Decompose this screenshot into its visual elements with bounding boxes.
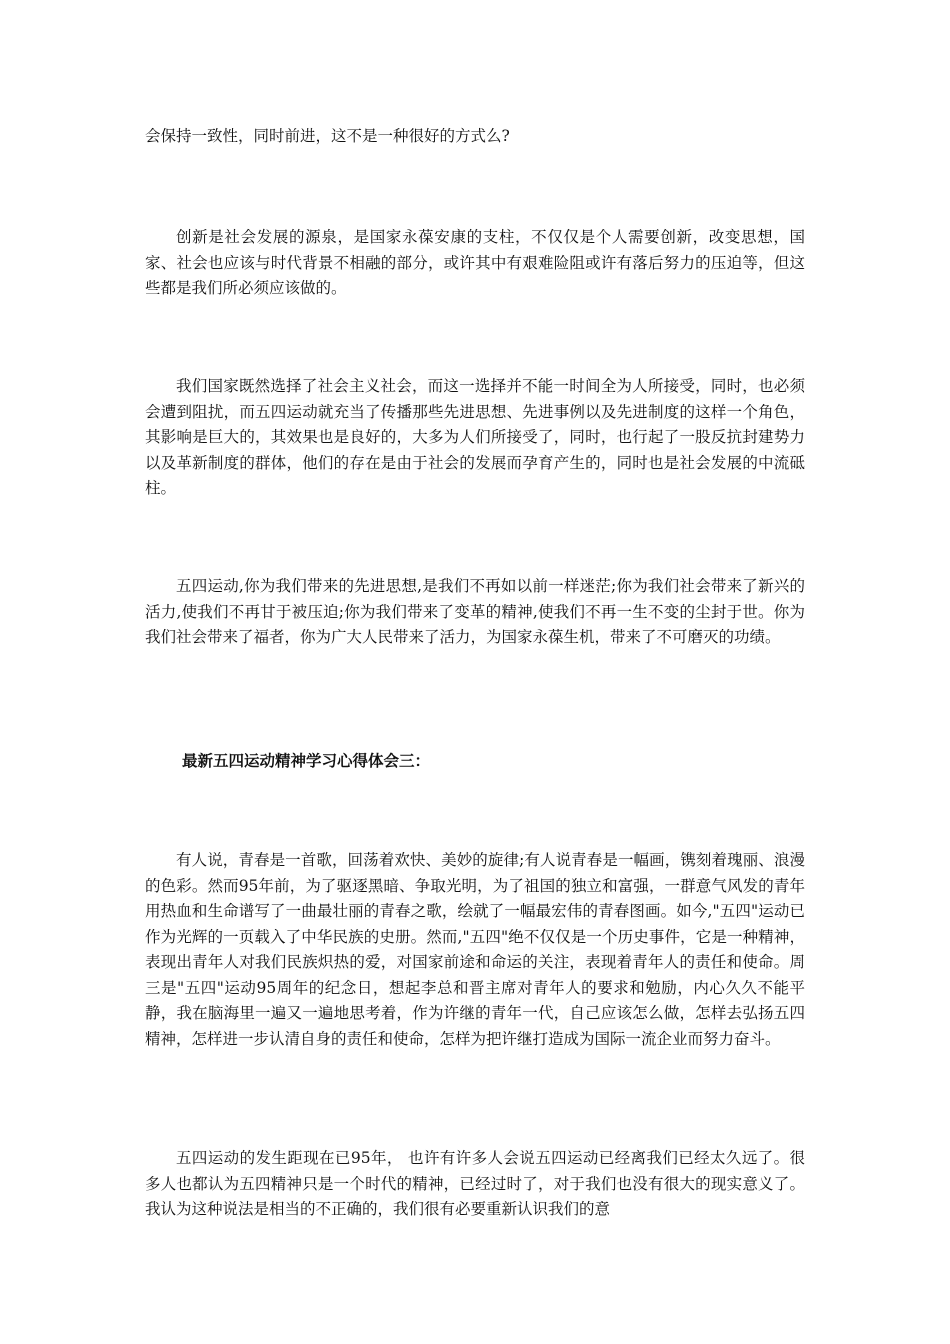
paragraph-continuation: 会保持一致性，同时前进，这不是一种很好的方式么? — [145, 127, 510, 145]
paragraph-youth: 有人说，青春是一首歌，回荡着欢快、美妙的旋律;有人说青春是一幅画，镌刻着瑰丽、浪漫的色彩。然而95年前，为了驱逐黑暗、争取光明，为了祖国的独立和富强，一群意气风发的青年用热血和生命谱写了一曲最壮丽的青春之歌，绘就了一幅最宏伟的青春图画。如今,"五四"运动已作为光辉的一页载入了中华民族的史册。然而,"五四"绝不仅仅是一个历史事件，它是一种精神，表现出青年人对我们民族炽热的爱，对国家前途和命运的关注，表现着青年人的责任和使命。周三是"五四"运动95周年的纪念日，想起李总和晋主席对青年人的要求和勉励，内心久久不能平静，我在脑海里一遍又一遍地思考着，作为许继的青年一代，自己应该怎么做，怎样去弘扬五四精神，怎样进一步认清自身的责任和使命，怎样为把许继打造成为国际一流企业而努力奋斗。 — [145, 851, 805, 1048]
paragraph-relevance: 五四运动的发生距现在已95年， 也许有许多人会说五四运动已经离我们已经太久远了。很多人也都认为五四精神只是一个时代的精神，已经过时了，对于我们也没有很大的现实意义了。我认为这种说法是相当的不正确的，我们很有必要重新认识我们的意 — [145, 1149, 805, 1218]
section-heading: 最新五四运动精神学习心得体会三： — [182, 752, 431, 770]
paragraph-may-fourth-tribute: 五四运动,你为我们带来的先进思想,是我们不再如以前一样迷茫;你为我们社会带来了新兴的活力,使我们不再甘于被压迫;你为我们带来了变革的精神,使我们不再一生不变的尘封于世。你为我们社会带来了福者，你为广大人民带来了活力，为国家永葆生机，带来了不可磨灭的功绩。 — [145, 577, 805, 646]
paragraph-innovation: 创新是社会发展的源泉，是国家永葆安康的支柱，不仅仅是个人需要创新，改变思想，国家、社会也应该与时代背景不相融的部分，或许其中有艰难险阻或许有落后努力的压迫等，但这些都是我们所必须应该做的。 — [145, 228, 805, 297]
paragraph-socialism: 我们国家既然选择了社会主义社会，而这一选择并不能一时间全为人所接受，同时，也必须会遭到阻扰，而五四运动就充当了传播那些先进思想、先进事例以及先进制度的这样一个角色，其影响是巨大的，其效果也是良好的，大多为人们所接受了，同时，也行起了一股反抗封建势力以及革新制度的群体，他们的存在是由于社会的发展而孕育产生的，同时也是社会发展的中流砥柱。 — [145, 377, 805, 497]
